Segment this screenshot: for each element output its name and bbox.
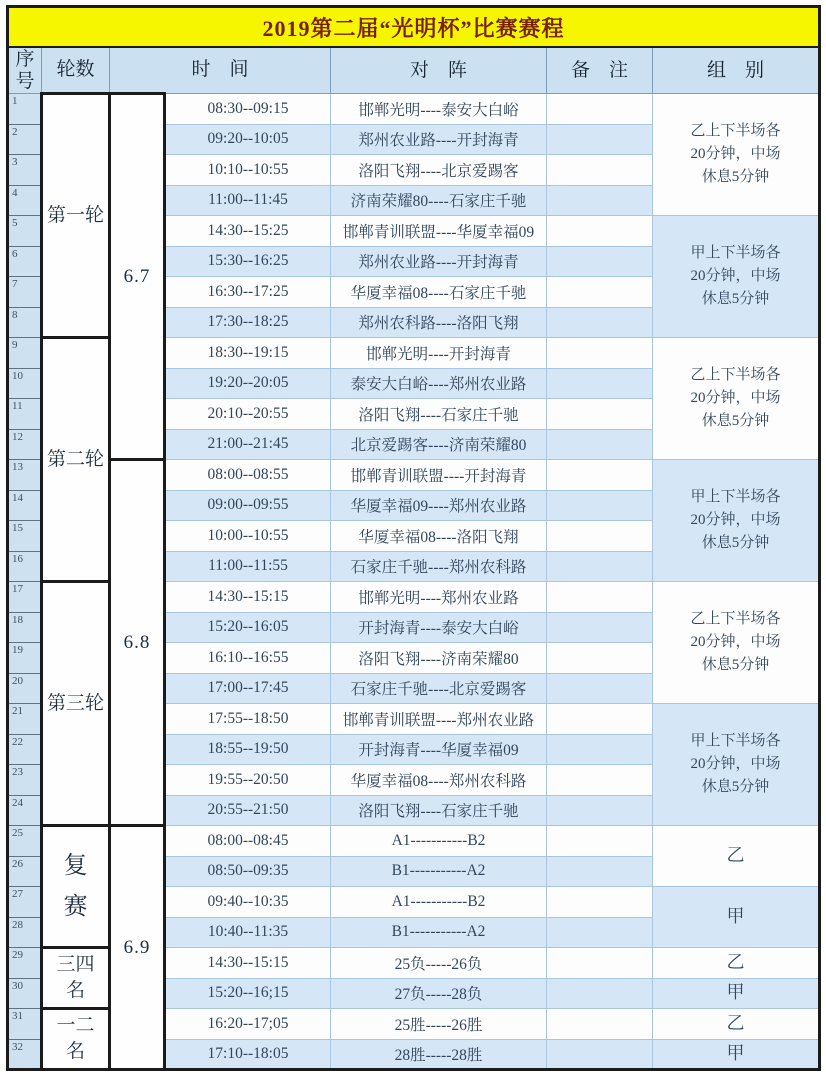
date-cell: 6.7 [110,94,165,460]
row-number: 5 [8,216,42,247]
time-cell: 15:20--16:05 [165,612,331,643]
time-cell: 16:20--17;05 [165,1009,331,1040]
time-cell: 10:00--10:55 [165,521,331,552]
note-cell [547,612,653,643]
match-cell: 洛阳飞翔----石家庄千驰 [331,795,547,826]
row-number: 32 [8,1039,42,1070]
time-cell: 09:20--10:05 [165,124,331,155]
match-cell: 邯郸光明----泰安大白峪 [331,94,547,125]
group-cell [653,826,820,887]
time-cell: 09:40--10:35 [165,887,331,918]
schedule-table [6,5,821,1071]
match-cell: 邯郸光明----开封海青 [331,338,547,369]
row-number: 25 [8,826,42,857]
row-number: 4 [8,185,42,216]
note-cell [547,155,653,186]
column-header-round: 轮数 [42,47,110,94]
time-cell: 08:00--08:45 [165,826,331,857]
match-cell: 郑州农科路----洛阳飞翔 [331,307,547,338]
group-cell [653,582,820,704]
time-cell: 20:55--21:50 [165,795,331,826]
match-cell: 25负-----26负 [331,948,547,979]
group-label: 甲 [726,906,745,927]
time-cell: 08:00--08:55 [165,460,331,491]
row-number: 3 [8,155,42,186]
column-header-note: 备 注 [547,47,653,94]
note-cell [547,551,653,582]
column-header-group: 组 别 [653,47,820,94]
note-cell [547,307,653,338]
match-cell: 郑州农业路----开封海青 [331,124,547,155]
group-cell [653,704,820,826]
match-cell: 华厦幸福08----洛阳飞翔 [331,521,547,552]
note-cell [547,94,653,125]
row-number: 20 [8,673,42,704]
time-cell: 19:20--20:05 [165,368,331,399]
column-header-match: 对 阵 [331,47,547,94]
note-cell [547,521,653,552]
match-cell: 25胜-----26胜 [331,1009,547,1040]
note-cell [547,1009,653,1040]
group-label: 甲上下半场各20分钟，中场休息5分钟 [690,488,781,552]
time-cell: 14:30--15:15 [165,948,331,979]
match-cell: 开封海青----华厦幸福09 [331,734,547,765]
time-cell: 17:00--17:45 [165,673,331,704]
time-cell: 14:30--15:15 [165,582,331,613]
round-cell [42,1009,110,1070]
match-cell: 济南荣耀80----石家庄千驰 [331,185,547,216]
match-cell: 邯郸光明----郑州农业路 [331,582,547,613]
time-cell: 17:30--18:25 [165,307,331,338]
group-cell [653,948,820,979]
match-cell: 石家庄千驰----郑州农科路 [331,551,547,582]
note-cell [547,795,653,826]
time-cell: 19:55--20:50 [165,765,331,796]
note-cell [547,887,653,918]
group-cell [653,338,820,460]
time-cell: 15:20--16;15 [165,978,331,1009]
time-cell: 10:10--10:55 [165,155,331,186]
match-cell: 开封海青----泰安大白峪 [331,612,547,643]
note-cell [547,185,653,216]
row-number: 8 [8,307,42,338]
round-label: 第二轮 [46,448,104,470]
round-cell [42,826,110,948]
column-header-index: 序号 [8,47,42,94]
time-cell: 15:30--16:25 [165,246,331,277]
group-label: 甲 [726,1042,745,1063]
row-number: 12 [8,429,42,460]
match-cell: 邯郸青训联盟----华厦幸福09 [331,216,547,247]
note-cell [547,399,653,430]
row-number: 26 [8,856,42,887]
row-number: 6 [8,246,42,277]
row-number: 10 [8,368,42,399]
round-cell [42,94,110,338]
match-cell: B1-----------A2 [331,917,547,948]
note-cell [547,765,653,796]
group-label: 乙上下半场各20分钟，中场休息5分钟 [690,610,781,674]
column-header-row [8,47,820,94]
group-cell [653,94,820,216]
match-cell: 郑州农业路----开封海青 [331,246,547,277]
row-number: 17 [8,582,42,613]
round-cell [42,582,110,826]
note-cell [547,460,653,491]
note-cell [547,429,653,460]
match-cell: 洛阳飞翔----北京爱踢客 [331,155,547,186]
row-number: 28 [8,917,42,948]
time-cell: 18:30--19:15 [165,338,331,369]
note-cell [547,856,653,887]
note-cell [547,673,653,704]
row-number: 30 [8,978,42,1009]
group-label: 乙上下半场各20分钟，中场休息5分钟 [690,122,781,186]
row-number: 21 [8,704,42,735]
time-cell: 10:40--11:35 [165,917,331,948]
match-cell: 邯郸青训联盟----开封海青 [331,460,547,491]
time-cell: 20:10--20:55 [165,399,331,430]
page-title: 2019第二届“光明杯”比赛赛程 [8,7,820,48]
group-cell [653,1039,820,1070]
table-row [8,826,820,857]
round-cell [42,338,110,582]
group-cell [653,460,820,582]
match-cell: 28胜-----28胜 [331,1039,547,1070]
match-cell: 华厦幸福09----郑州农业路 [331,490,547,521]
round-label: 三四名 [56,954,95,1001]
match-cell: 华厦幸福08----郑州农科路 [331,765,547,796]
group-cell [653,978,820,1009]
date-cell: 6.9 [110,826,165,1070]
group-cell [653,1009,820,1040]
title-row [8,7,820,48]
time-cell: 09:00--09:55 [165,490,331,521]
note-cell [547,338,653,369]
note-cell [547,277,653,308]
match-cell: 泰安大白峪----郑州农业路 [331,368,547,399]
note-cell [547,582,653,613]
table-row [8,94,820,125]
match-cell: 洛阳飞翔----石家庄千驰 [331,399,547,430]
group-label: 乙 [726,845,745,866]
note-cell [547,246,653,277]
time-cell: 08:30--09:15 [165,94,331,125]
row-number: 18 [8,612,42,643]
time-cell: 17:55--18:50 [165,704,331,735]
row-number: 7 [8,277,42,308]
time-cell: 21:00--21:45 [165,429,331,460]
column-header-time: 时 间 [110,47,331,94]
note-cell [547,734,653,765]
round-cell [42,948,110,1009]
time-cell: 17:10--18:05 [165,1039,331,1070]
note-cell [547,490,653,521]
row-number: 23 [8,765,42,796]
match-cell: 华厦幸福08----石家庄千驰 [331,277,547,308]
note-cell [547,826,653,857]
note-cell [547,948,653,979]
match-cell: A1-----------B2 [331,887,547,918]
match-cell: 27负-----28负 [331,978,547,1009]
note-cell [547,216,653,247]
table-row [8,460,820,491]
note-cell [547,368,653,399]
row-number: 1 [8,94,42,125]
time-cell: 16:30--17:25 [165,277,331,308]
row-number: 9 [8,338,42,369]
group-label: 乙 [726,951,745,972]
time-cell: 11:00--11:55 [165,551,331,582]
date-cell: 6.8 [110,460,165,826]
row-number: 27 [8,887,42,918]
time-cell: 16:10--16:55 [165,643,331,674]
row-number: 24 [8,795,42,826]
time-cell: 11:00--11:45 [165,185,331,216]
group-label: 乙 [726,1012,745,1033]
row-number: 2 [8,124,42,155]
row-number: 11 [8,399,42,430]
row-number: 19 [8,643,42,674]
time-cell: 18:55--19:50 [165,734,331,765]
row-number: 15 [8,521,42,552]
round-label: 复赛 [63,852,88,920]
match-cell: B1-----------A2 [331,856,547,887]
note-cell [547,704,653,735]
row-number: 16 [8,551,42,582]
group-label: 甲上下半场各20分钟，中场休息5分钟 [690,244,781,308]
group-label: 乙上下半场各20分钟，中场休息5分钟 [690,366,781,430]
note-cell [547,1039,653,1070]
note-cell [547,124,653,155]
time-cell: 14:30--15:25 [165,216,331,247]
schedule-body [8,94,820,1070]
match-cell: 石家庄千驰----北京爱踢客 [331,673,547,704]
row-number: 14 [8,490,42,521]
group-label: 甲 [726,982,745,1003]
row-number: 22 [8,734,42,765]
round-label: 第一轮 [46,204,104,226]
match-cell: 邯郸青训联盟----郑州农业路 [331,704,547,735]
round-label: 第三轮 [46,692,104,714]
match-cell: 洛阳飞翔----济南荣耀80 [331,643,547,674]
row-number: 29 [8,948,42,979]
round-label: 一二名 [56,1015,95,1062]
note-cell [547,978,653,1009]
row-number: 31 [8,1009,42,1040]
group-cell [653,887,820,948]
match-cell: 北京爱踢客----济南荣耀80 [331,429,547,460]
note-cell [547,917,653,948]
row-number: 13 [8,460,42,491]
group-label: 甲上下半场各20分钟，中场休息5分钟 [690,732,781,796]
group-cell [653,216,820,338]
match-cell: A1-----------B2 [331,826,547,857]
note-cell [547,643,653,674]
time-cell: 08:50--09:35 [165,856,331,887]
